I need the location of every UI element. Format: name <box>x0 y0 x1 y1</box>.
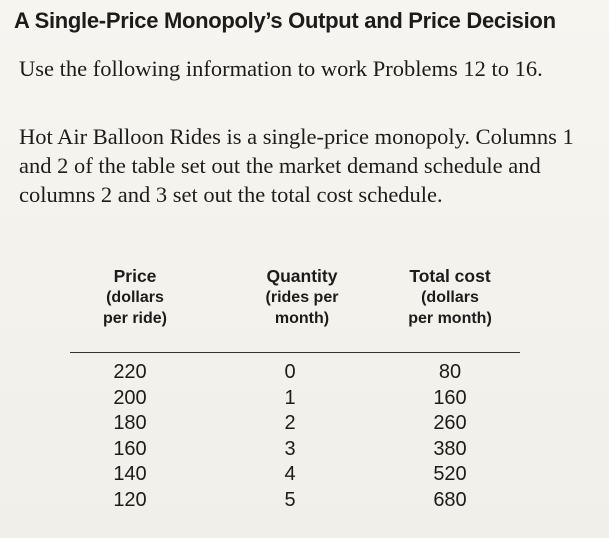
schedule-table <box>70 266 520 534</box>
table-cell-total-cost: 160 <box>433 386 467 409</box>
table-cell-price: 140 <box>113 463 147 485</box>
table-cell-price: 160 <box>113 437 147 460</box>
total-cost-column <box>420 360 480 513</box>
column-header-price <box>70 266 200 329</box>
column-title: Price <box>113 266 157 286</box>
table-cell-quantity: 5 <box>284 488 296 511</box>
table-cell-price: 180 <box>113 412 147 434</box>
quantity-column <box>270 360 310 513</box>
table-cell-total-cost: 80 <box>438 361 462 383</box>
column-header-quantity <box>228 266 376 329</box>
table-cell-quantity: 2 <box>284 412 296 434</box>
column-title: Quantity <box>266 266 338 286</box>
table-cell-quantity: 4 <box>284 463 296 485</box>
table-cell-quantity: 3 <box>284 437 296 460</box>
column-subtitle: per ride) <box>102 310 167 327</box>
price-column <box>100 360 160 513</box>
header-divider <box>70 352 520 353</box>
table-cell-price: 120 <box>113 488 147 511</box>
column-header-total-cost <box>380 266 520 329</box>
table-cell-quantity: 0 <box>284 361 296 383</box>
column-subtitle: month) <box>274 310 330 327</box>
table-cell-total-cost: 260 <box>433 412 467 434</box>
column-subtitle: per month) <box>408 310 492 327</box>
table-cell-total-cost: 380 <box>433 437 467 460</box>
intro-paragraph: Use the following information to work Problems 12 to 16. <box>19 56 543 81</box>
table-cell-price: 200 <box>113 386 147 409</box>
column-title: Total cost <box>409 266 491 286</box>
table-cell-total-cost: 680 <box>433 488 467 511</box>
column-subtitle: (rides per <box>265 289 339 306</box>
section-heading: A Single-Price Monopoly’s Output and Price Decision <box>14 8 556 33</box>
table-cell-quantity: 1 <box>284 386 296 409</box>
table-cell-total-cost: 520 <box>433 463 467 485</box>
description-paragraph: Hot Air Balloon Rides is a single-price monopoly. Columns 1 and 2 of the table set out the market demand schedule and columns 2 and 3 set out the total cost schedule. <box>19 124 574 207</box>
column-subtitle: (dollars <box>421 289 479 306</box>
column-subtitle: (dollars <box>106 289 164 306</box>
table-cell-price: 220 <box>113 361 147 383</box>
